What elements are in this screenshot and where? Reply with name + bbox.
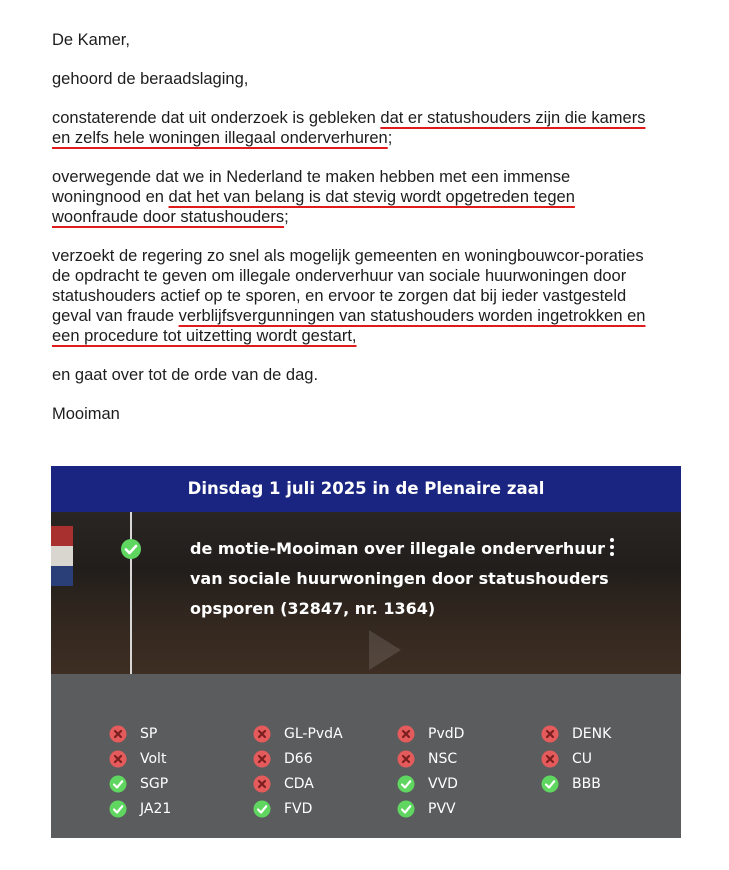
paragraph-text: ;	[284, 208, 289, 226]
plenary-hall-banner	[51, 512, 681, 674]
party-name: FVD	[284, 801, 313, 817]
highlighted-text: verblijfsvergunningen van statushouders worden ingetrokken en een procedure tot uitzetting wordt gestart,	[52, 307, 646, 345]
paragraph-text: ;	[387, 129, 393, 147]
vote-card	[51, 466, 681, 838]
dutch-flag-decoration	[51, 526, 73, 586]
paragraph-text: verzoekt de regering zo snel als mogelijk gemeenten en woningbouwcor-poraties de opdracht te geven om illegale onderverhuur van sociale huurwoningen door statushouders actief op te sporen, en ervoor te zorgen dat bij ieder vastgesteld geval van fraude	[52, 247, 644, 325]
vote-for-check-icon	[109, 775, 127, 793]
vote-against-cross-icon	[253, 725, 271, 743]
party-votes-panel	[51, 674, 681, 838]
vote-for-check-icon	[253, 800, 271, 818]
party-vote-item	[253, 724, 343, 744]
party-vote-item	[253, 799, 312, 819]
party-name: GL-PvdA	[284, 726, 343, 742]
vote-against-cross-icon	[541, 750, 559, 768]
vote-against-cross-icon	[397, 750, 415, 768]
vote-date-header: Dinsdag 1 juli 2025 in de Plenaire zaal	[51, 466, 681, 512]
party-name: VVD	[428, 776, 458, 792]
party-name: PvdD	[428, 726, 465, 742]
heard-line: gehoord de beraadslaging,	[52, 70, 249, 88]
paragraph-overwegende	[52, 167, 662, 227]
highlighted-text: dat er statushouders zijn die kamers en zelfs hele woningen illegaal onderverhuren	[52, 109, 646, 147]
party-vote-item	[109, 799, 171, 819]
party-vote-item	[253, 774, 314, 794]
vote-for-check-icon	[397, 775, 415, 793]
vote-against-cross-icon	[397, 725, 415, 743]
motion-document	[52, 30, 662, 443]
closing-line: en gaat over tot de orde van de dag.	[52, 366, 319, 384]
party-vote-item	[397, 724, 464, 744]
party-name: NSC	[428, 751, 458, 767]
paragraph-verzoekt	[52, 246, 662, 346]
vote-against-cross-icon	[109, 750, 127, 768]
party-name: DENK	[572, 726, 612, 742]
party-vote-item	[541, 749, 592, 769]
party-vote-item	[253, 749, 313, 769]
party-name: Volt	[140, 751, 167, 767]
vote-for-check-icon	[541, 775, 559, 793]
party-name: BBB	[572, 776, 601, 792]
party-vote-item	[109, 774, 168, 794]
play-icon	[369, 630, 401, 670]
party-name: CU	[572, 751, 593, 767]
party-name: PVV	[428, 801, 456, 817]
party-name: SP	[140, 726, 158, 742]
timeline-line	[130, 512, 132, 674]
signature: Mooiman	[52, 405, 120, 423]
paragraph-text: constaterende dat uit onderzoek is gebleken	[52, 109, 381, 127]
vote-for-check-icon	[397, 800, 415, 818]
vote-against-cross-icon	[541, 725, 559, 743]
kebab-menu-icon[interactable]	[607, 538, 617, 558]
party-vote-item	[397, 749, 457, 769]
party-vote-item	[109, 724, 157, 744]
party-vote-item	[109, 749, 166, 769]
check-circle-icon	[120, 538, 142, 560]
party-vote-item	[541, 774, 601, 794]
paragraph-text: overwegende dat we in Nederland te maken hebben met een immense woningnood en	[52, 168, 571, 206]
party-name: SGP	[140, 776, 169, 792]
highlighted-text: dat het van belang is dat stevig wordt opgetreden tegen woonfraude door statushouders	[52, 188, 575, 226]
addressee: De Kamer,	[52, 31, 130, 49]
party-name: CDA	[284, 776, 314, 792]
vote-against-cross-icon	[253, 750, 271, 768]
vote-for-check-icon	[109, 800, 127, 818]
party-name: JA21	[140, 801, 172, 817]
party-vote-item	[397, 774, 458, 794]
party-name: D66	[284, 751, 313, 767]
vote-against-cross-icon	[253, 775, 271, 793]
vote-against-cross-icon	[109, 725, 127, 743]
party-vote-item	[541, 724, 611, 744]
motion-title[interactable]: de motie-Mooiman over illegale onderverhuur van sociale huurwoningen door statushouders opsporen (32847, nr. 1364)	[190, 539, 609, 618]
party-vote-item	[397, 799, 456, 819]
paragraph-constaterende	[52, 108, 662, 148]
